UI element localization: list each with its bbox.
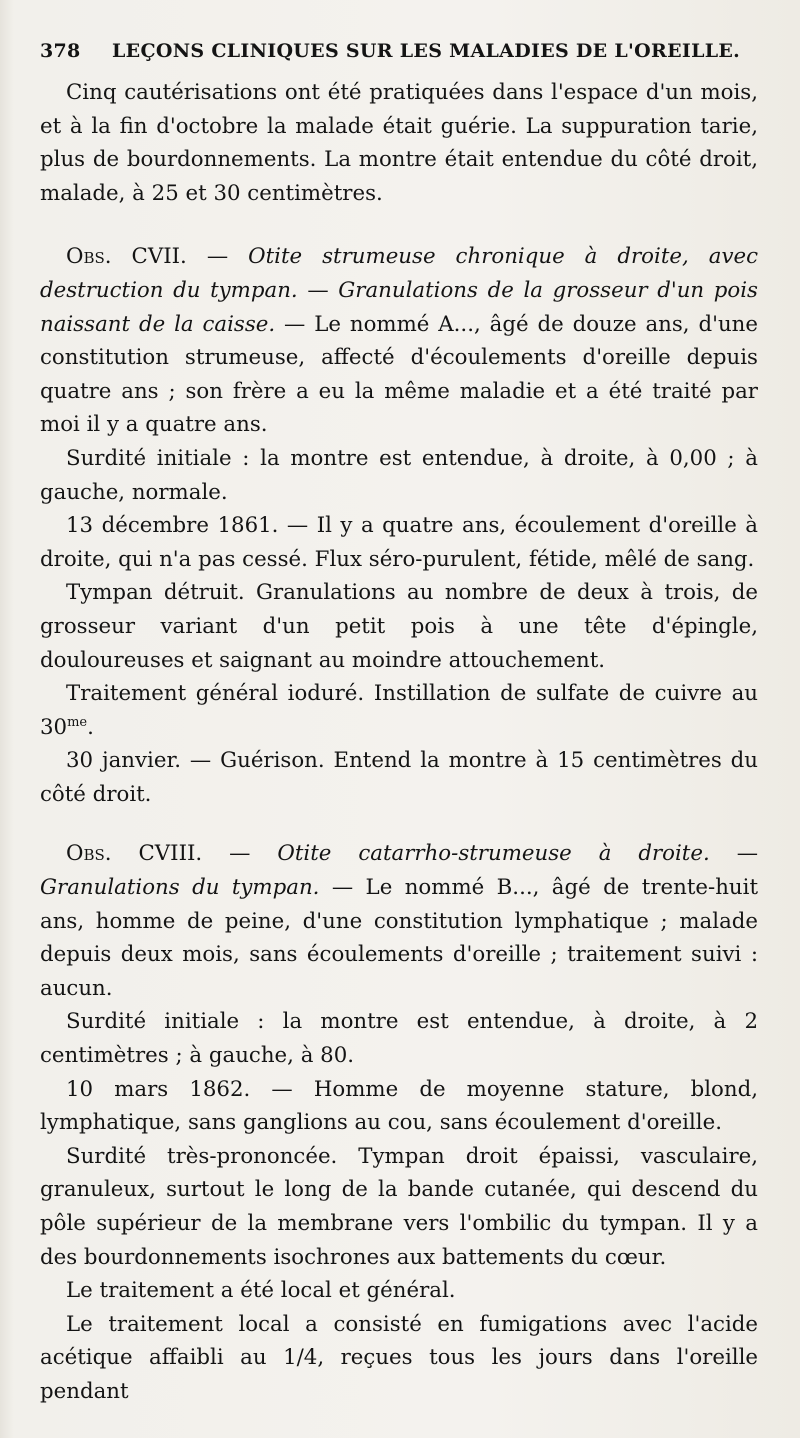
superscript: me <box>67 714 88 730</box>
observation-title: Otite catarrho-strumeuse à droite. <box>277 841 710 867</box>
page-number: 378 <box>40 40 81 62</box>
paragraph-10: Le traitement a été local et général. <box>66 1278 456 1304</box>
observation-subtitle: Granulations de la grosseur d'un pois naissant de la caisse. <box>40 277 758 337</box>
paragraph-5-end: . <box>87 714 94 740</box>
observation-text: — Le nommé A..., âgé de douze ans, d'une constitution strumeuse, affecté d'écoulements d'oreille depuis quatre ans ; son frère a eu la même maladie et a été traité par moi il y a quatre ans. <box>40 311 758 438</box>
paragraph-7: Surdité initiale : la montre est entendue, à droite, à 2 centimètres ; à gauche, à 80. <box>40 1009 758 1069</box>
paragraph-8: 10 mars 1862. — Homme de moyenne stature, blond, lymphatique, sans ganglions au cou, sans écoulement d'oreille. <box>40 1076 758 1136</box>
page-body <box>40 76 758 1409</box>
observation-dash: — <box>709 841 758 867</box>
observation-dash: — <box>297 277 339 303</box>
paragraph-11: Le traitement local a consisté en fumigations avec l'acide acétique affaibli au 1/4, reçues tous les jours dans l'oreille pendant <box>40 1311 758 1404</box>
observation-title: Otite strumeuse chronique à droite, avec destruction du tympan. <box>40 244 759 303</box>
paragraph-5 <box>40 677 758 744</box>
observation-label: Obs. CVII. <box>66 244 187 270</box>
observation-text: — Le nommé B..., âgé de trente-huit ans, homme de peine, d'une constitution lymphatique ; malade depuis deux mois, sans écoulements d'oreille ; traitement suivi : aucun. <box>40 875 758 1001</box>
observation-subtitle: Granulations du tympan. <box>40 875 320 901</box>
observation-dash: — <box>186 244 249 270</box>
paragraph-4: Tympan détruit. Granulations au nombre de deux à trois, de grosseur variant d'un petit pois à une tête d'épingle, douloureuses et saignant au moindre attouchement. <box>40 580 758 673</box>
paragraph-3: 13 décembre 1861. — Il y a quatre ans, écoulement d'oreille à droite, qui n'a pas cessé. Flux séro-purulent, fétide, mêlé de sang. <box>40 513 758 572</box>
observation-label: Obs. CVIII. <box>66 841 203 867</box>
paragraph-6: 30 janvier. — Guérison. Entend la montre à 15 centimètres du côté droit. <box>40 748 758 807</box>
paragraph-1: Cinq cautérisations ont été pratiquées dans l'espace d'un mois, et à la fin d'octobre la malade était guérie. La suppuration tarie, plus de bourdonnements. La montre était entendue du côté droit, malade, à 25 et 30 centimètres. <box>40 80 758 206</box>
observation-cvii <box>40 240 758 442</box>
observation-dash: — <box>202 841 278 867</box>
paragraph-2: Surdité initiale : la montre est entendue, à droite, à 0,00 ; à gauche, normale. <box>40 445 758 505</box>
section-spacer <box>40 210 758 240</box>
section-spacer <box>40 811 758 837</box>
paragraph-9: Surdité très-prononcée. Tympan droit épaissi, vasculaire, granuleux, surtout le long de la bande cutanée, qui descend du pôle supérieur de la membrane vers l'ombilic du tympan. Il y a des bourdonnements isochrones aux battements du cœur. <box>40 1143 758 1270</box>
observation-cviii <box>40 837 758 1005</box>
paragraph-5-text: Traitement général ioduré. Instillation de sulfate de cuivre au 30 <box>40 681 758 740</box>
page-header <box>40 36 758 66</box>
running-title: LEÇONS CLINIQUES SUR LES MALADIES DE L'OREILLE. <box>112 40 741 62</box>
